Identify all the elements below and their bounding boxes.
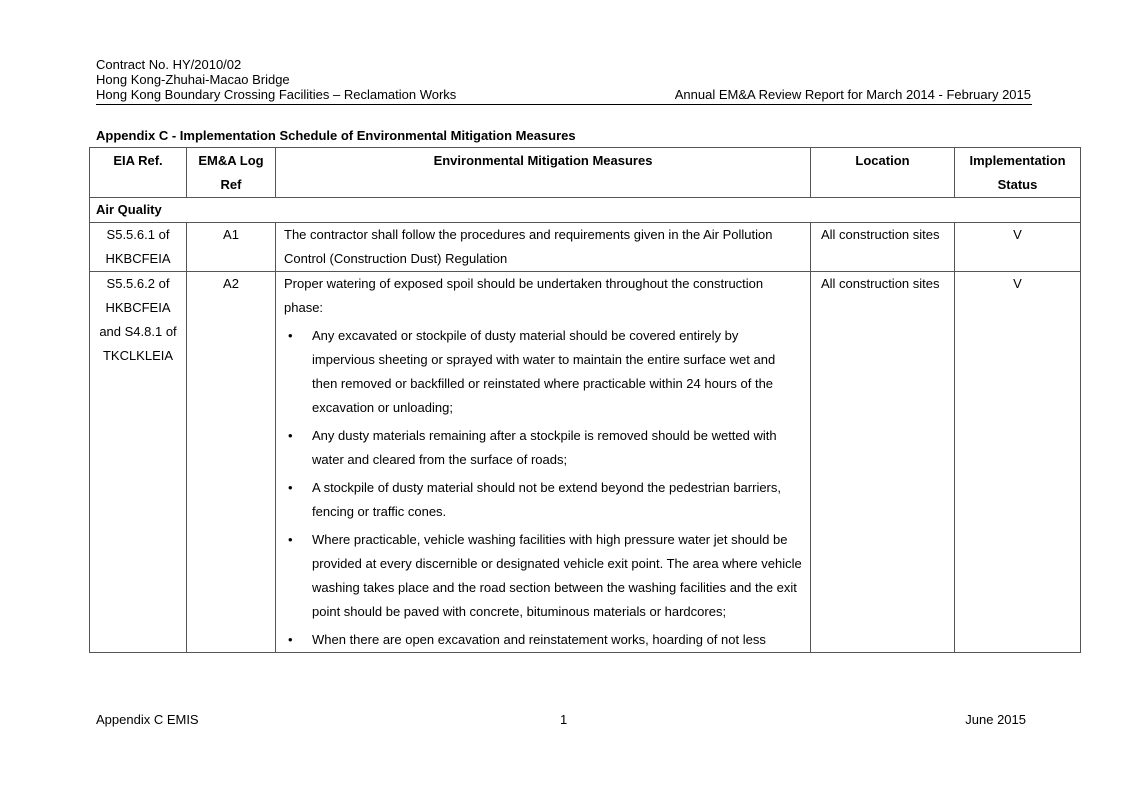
report-title: Annual EM&A Review Report for March 2014 - February 2015 — [674, 87, 1031, 102]
bullet-icon: • — [288, 328, 293, 343]
col-log-ref: EM&A Log Ref — [187, 148, 276, 198]
section-row — [90, 198, 1081, 223]
footer-date: June 2015 — [965, 712, 1026, 727]
project-name: Hong Kong-Zhuhai-Macao Bridge — [96, 72, 290, 87]
document-header — [96, 57, 1031, 102]
status-cell: V — [955, 272, 1081, 653]
measure-cell: The contractor shall follow the procedures and requirements given in the Air Pollution Control (Construction Dust) Regulation — [276, 223, 811, 272]
section-title: Air Quality — [90, 198, 1081, 223]
header-divider — [96, 104, 1032, 105]
list-item: • A stockpile of dusty material should not be extend beyond the pedestrian barriers, fencing or traffic cones. — [284, 476, 802, 524]
footer-page-number: 1 — [560, 712, 568, 727]
table-row — [90, 272, 1081, 653]
list-item: • Any excavated or stockpile of dusty material should be covered entirely by impervious sheeting or sprayed with water to maintain the entire surface wet and then removed or backfilled or reinstated where practicable within 24 hours of the excavation or unloading; — [284, 324, 802, 420]
bullet-icon: • — [288, 428, 293, 443]
measure-bullet-list — [284, 324, 802, 652]
col-eia-ref: EIA Ref. — [90, 148, 187, 198]
table-row — [90, 223, 1081, 272]
footer-document-name: Appendix C EMIS — [96, 712, 199, 727]
col-status: Implementation Status — [955, 148, 1081, 198]
col-measures: Environmental Mitigation Measures — [276, 148, 811, 198]
bullet-icon: • — [288, 532, 293, 547]
bullet-icon: • — [288, 480, 293, 495]
status-cell: V — [955, 223, 1081, 272]
works-name: Hong Kong Boundary Crossing Facilities – Reclamation Works — [96, 87, 457, 102]
location-cell: All construction sites — [811, 223, 955, 272]
list-item: • When there are open excavation and reinstatement works, hoarding of not less — [284, 628, 802, 652]
bullet-icon: • — [288, 632, 293, 647]
list-item: • Any dusty materials remaining after a stockpile is removed should be wetted with water and cleared from the surface of roads; — [284, 424, 802, 472]
mitigation-measures-table — [89, 147, 1081, 653]
measure-cell — [276, 272, 811, 653]
list-item: • Where practicable, vehicle washing facilities with high pressure water jet should be provided at every discernible or designated vehicle exit point. The area where vehicle washing takes place and the road section between the washing facilities and the exit point should be paved with concrete, bituminous materials or hardcores; — [284, 528, 802, 624]
log-ref-cell: A1 — [187, 223, 276, 272]
eia-ref-cell: S5.5.6.2 of HKBCFEIA and S4.8.1 of TKCLKLEIA — [90, 272, 187, 653]
table-header-row — [90, 148, 1081, 198]
log-ref-cell: A2 — [187, 272, 276, 653]
col-location: Location — [811, 148, 955, 198]
location-cell: All construction sites — [811, 272, 955, 653]
contract-number: Contract No. HY/2010/02 — [96, 57, 242, 72]
table-title: Appendix C - Implementation Schedule of Environmental Mitigation Measures — [96, 128, 576, 143]
eia-ref-cell: S5.5.6.1 of HKBCFEIA — [90, 223, 187, 272]
measure-intro: Proper watering of exposed spoil should be undertaken throughout the construction phase: — [284, 276, 764, 315]
